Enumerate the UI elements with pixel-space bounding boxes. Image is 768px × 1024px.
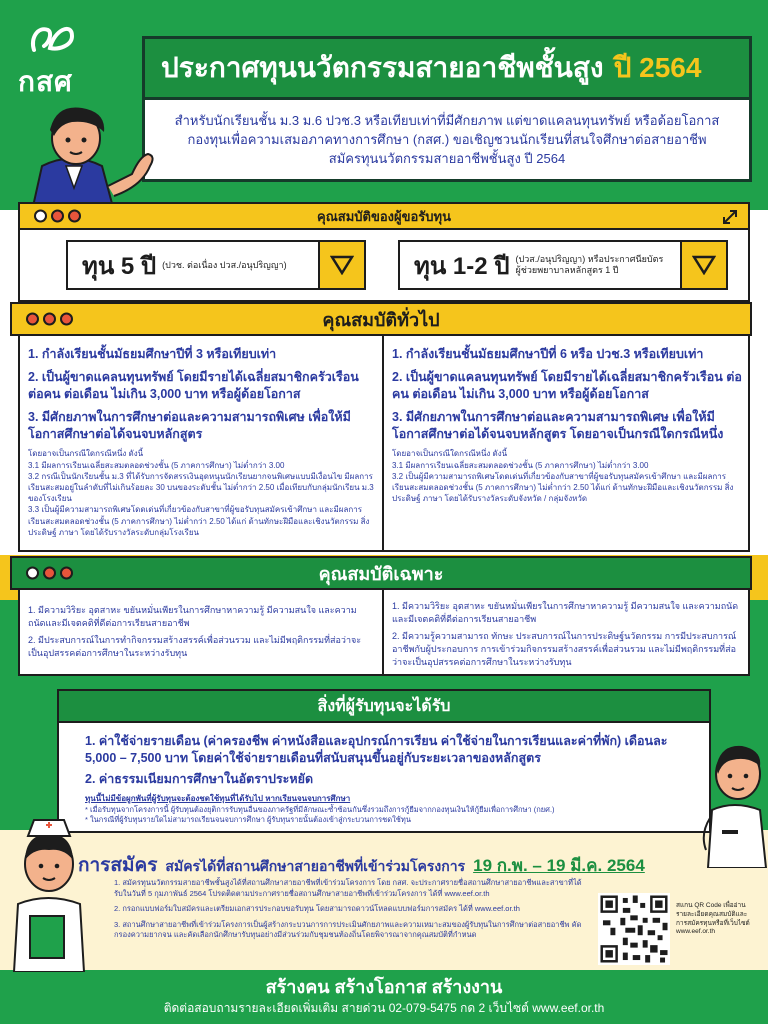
student-illustration: [22, 96, 172, 211]
general-left-sub-0: โดยอาจเป็นกรณีใดกรณีหนึ่ง ดังนี้: [28, 449, 144, 459]
apply-step-1: 1. สมัครทุนนวัตกรรมสายอาชีพชั้นสูงได้ที่สถานศึกษาสายอาชีพที่เข้าร่วมโครงการ โดย กสศ. จะประกาศรายชื่อสถานศึกษาสายอาชีพและสาขาที่ได้รับในวันที่ 5 กุมภาพันธ์ 2564 โปรดติดตามประกาศรายชื่อสถานศึกษาสายอาชีพที่เข้าร่วมโครงการ ได้ที่ www.eef.or.th: [114, 878, 582, 898]
expand-icon[interactable]: [722, 209, 738, 225]
general-left-item-2: 2. เป็นผู้ขาดแคลนทุนทรัพย์ โดยมีรายได้เฉลี่ยสมาชิกครัวเรือน ต่อคน ต่อเดือน ไม่เกิน 3,000 บาท หรือผู้ด้อยโอกาส: [28, 369, 359, 401]
benefit-note-1: * เมื่อรับทุนจากโครงการนี้ ผู้รับทุนต้องยุติการรับทุนอื่นของภาครัฐที่มีลักษณะซ้ำซ้อนกันซึ่งรวมถึงการกู้ยืมจากกองทุนเงินให้กู้ยืมเพื่อการศึกษา (กยศ.): [85, 804, 555, 814]
apply-title: การสมัคร: [78, 855, 158, 876]
specific-right-column: [392, 600, 742, 669]
general-left-item-1: 1. กำลังเรียนชั้นมัธยมศึกษาปีที่ 3 หรือเทียบเท่า: [28, 347, 277, 361]
window-dots: [26, 313, 73, 326]
benefit-item-2: 2. ค่าธรรมเนียมการศึกษาในอัตราประหยัด: [85, 771, 314, 786]
apply-heading: [78, 850, 645, 880]
intro-text: [142, 100, 752, 182]
dot-icon: [26, 313, 39, 326]
specific-left-column: [28, 604, 374, 660]
benefits-title: สิ่งที่ผู้รับทุนจะได้รับ: [57, 689, 711, 723]
dot-icon: [26, 567, 39, 580]
specific-right-item-2: 2. มีความรู้ความสามารถ ทักษะ ประสบการณ์ในการประดิษฐ์นวัตกรรม การมีประสบการณ์อาชีพกับผู้ประกอบการ การเข้าร่วมกิจกรรมสร้างสรรค์เพื่อส่วนรวม และไม่มีพฤติกรรมที่ส่อว่าจะเป็นอุปสรรคต่อการศึกษาในระหว่างรับทุน: [392, 631, 737, 668]
specific-right-item-1: 1. มีความวิริยะ อุตสาหะ ขยันหมั่นเพียรในการศึกษาหาความรู้ มีความสนใจ และความถนัด และมีเจตคติที่ดีต่อการเรียนสายอาชีพ: [392, 601, 739, 625]
tun5-dropdown-button[interactable]: [318, 242, 364, 288]
apply-sub: สมัครได้ที่สถานศึกษาสายอาชีพที่เข้าร่วมโครงการ: [165, 858, 466, 874]
general-right-item-3: 3. มีศักยภาพในการศึกษาต่อและความสามารถพิเศษ เพื่อให้มีโอกาสศึกษาต่อได้จนจบหลักสูตร โดยอาจเป็นกรณีใดกรณีหนึ่ง: [392, 409, 724, 441]
dot-icon: [51, 210, 64, 223]
specific-left-item-2: 2. มีประสบการณ์ในการทำกิจกรรมสร้างสรรค์เพื่อส่วนรวม และไม่มีพฤติกรรมที่ส่อว่าจะเป็นอุปสรรคต่อการศึกษาในระหว่างรับทุน: [28, 635, 362, 659]
general-right-sub-0: โดยอาจเป็นกรณีใดกรณีหนึ่ง ดังนี้: [392, 449, 508, 459]
logo-text: กสศ: [18, 66, 73, 97]
footer-slogan: สร้างคน สร้างโอกาส สร้างงาน: [265, 977, 503, 997]
apply-step-3: 3. สถานศึกษาสายอาชีพที่เข้าร่วมโครงการเป็นผู้สร้างกระบวนการการประเมินศักยภาพและความเหมาะสมของผู้รับทุนในการศึกษาต่อสายอาชีพ คัดกรองความยากจน และคัดเลือกนักศึกษารับทุนอย่างมีส่วนร่วมกับชุมชนท้องถิ่นโดยพิจารณาจากคุณสมบัติที่กำหนด: [114, 919, 582, 939]
general-left-sub-1: 3.1 มีผลการเรียนเฉลี่ยสะสมตลอดช่วงชั้น (5 ภาคการศึกษา) ไม่ต่ำกว่า 3.00: [28, 460, 285, 470]
specific-bar: [10, 556, 752, 590]
qr-note: สแกน QR Code เพื่ออ่านรายละเอียดคุณสมบัติและการสมัครทุนหรือที่เว็บไซต์ www.eef.or.th: [676, 902, 750, 936]
general-right-sub-2: 3.2 เป็นผู้มีความสามารถพิเศษโดดเด่นที่เกี่ยวข้องกับสาขาที่ผู้ขอรับทุนสมัครเข้าศึกษา และมีผลการเรียนสะสมตลอดช่วงชั้น (5 ภาคการศึกษา) ไม่ต่ำกว่า 2.50 ได้แก่ ด้านทักษะฝีมือและเชิงนวัตกรรม สิ่งประดิษฐ์ ภาษา โดยได้รับรางวัลระดับจังหวัด / กลุ่มจังหวัด: [392, 471, 734, 504]
general-right-item-2: 2. เป็นผู้ขาดแคลนทุนทรัพย์ โดยมีรายได้เฉลี่ยสมาชิกครัวเรือน ต่อคน ต่อเดือน ไม่เกิน 3,000 บาท หรือผู้ด้อยโอกาส: [392, 369, 742, 401]
dot-icon: [43, 313, 56, 326]
qr-code[interactable]: [598, 893, 670, 965]
title-text: ประกาศทุนนวัตกรรมสายอาชีพชั้นสูง: [161, 52, 604, 83]
dot-icon: [60, 313, 73, 326]
triangle-down-icon: [330, 255, 354, 275]
eef-logo: [18, 20, 90, 100]
tun12-desc-1: (ปวส./อนุปริญญา) หรือประกาศนียบัตร: [515, 254, 664, 265]
specific-left-item-1: 1. มีความวิริยะ อุตสาหะ ขยันหมั่นเพียรในการศึกษาหาความรู้ มีความสนใจ และความถนัดและมีเจตคติที่ดีต่อการเรียนสายอาชีพ: [28, 605, 357, 629]
tun12-label: ทุน 1-2 ปี: [414, 252, 510, 280]
benefit-note-2: * ในกรณีที่ผู้รับทุนรายใดไม่สามารถเรียนจนจบการศึกษา ผู้รับทุนรายนั้นต้องเข้าสู่กระบวนการชดใช้ทุน: [85, 814, 411, 824]
tun12-desc-2: ผู้ช่วยพยาบาลหลักสูตร 1 ปี: [515, 265, 619, 275]
intro-line-1: สำหรับนักเรียนชั้น ม.3 ม.6 ปวช.3 หรือเทียบเท่าที่มีศักยภาพ แต่ขาดแคลนทุนทรัพย์ หรือด้อยโอกาส: [174, 113, 720, 128]
tun5-selector[interactable]: [66, 240, 366, 290]
window-dots: [34, 210, 81, 223]
dot-icon: [34, 210, 47, 223]
general-bar-label: คุณสมบัติทั่วไป: [322, 309, 440, 330]
general-right-column: [392, 346, 742, 504]
general-left-sub-2: 3.2 กรณีเป็นนักเรียนชั้น ม.3 ที่ได้รับการจัดสรรเงินอุดหนุนนักเรียนยากจนพิเศษแบบมีเงื่อนไข มีผลการเรียนสะสมอยู่ในลำดับที่ไม่เกินร้อยละ 30 บนของระดับชั้น ไม่ต่ำกว่า 2.50 เมื่อเทียบกับกลุ่มนักเรียน ม.3 ของโรงเรียน: [28, 471, 374, 504]
dot-icon: [60, 567, 73, 580]
footer-contact: ติดต่อสอบถามรายละเอียดเพิ่มเติม สายด่วน 02-079-5475 กด 2 เว็บไซต์ www.eef.or.th: [163, 1001, 605, 1015]
logo-mark-icon: [28, 20, 76, 56]
specific-bar-label: คุณสมบัติเฉพาะ: [318, 563, 444, 584]
general-right-sub-1: 3.1 มีผลการเรียนเฉลี่ยสะสมตลอดช่วงชั้น (5 ภาคการศึกษา) ไม่ต่ำกว่า 3.00: [392, 460, 649, 470]
nurse-illustration: [4, 812, 94, 972]
qualifications-bar-label: คุณสมบัติของผู้ขอรับทุน: [317, 208, 451, 224]
dot-icon: [43, 567, 56, 580]
title-year: ปี 2564: [613, 52, 702, 83]
general-left-column: [28, 346, 374, 538]
tun5-label: ทุน 5 ปี: [82, 252, 157, 280]
apply-date: 19 ก.พ. – 19 มี.ค. 2564: [473, 856, 645, 875]
tun12-desc: [515, 254, 663, 276]
general-right-item-1: 1. กำลังเรียนชั้นมัธยมศึกษาปีที่ 6 หรือ ปวช.3 หรือเทียบเท่า: [392, 347, 704, 361]
dot-icon: [68, 210, 81, 223]
tun12-dropdown-button[interactable]: [680, 242, 726, 288]
benefits-panel: [57, 723, 711, 833]
benefit-note-head: ทุนนี้ไม่มีข้อผูกพันที่ผู้รับทุนจะต้องชดใช้ทุนที่ได้รับไป หากเรียนจนจบการศึกษา: [85, 793, 351, 803]
general-left-sub-3: 3.3 เป็นผู้มีความสามารถพิเศษโดดเด่นที่เกี่ยวข้องกับสาขาที่ผู้ขอรับทุนสมัครเข้าศึกษา และมีผลการเรียนสะสมตลอดช่วงชั้น (5 ภาคการศึกษา) ไม่ต่ำกว่า 2.50 ได้แก่ ด้านทักษะฝีมือและเชิงนวัตกรรม สิ่งประดิษฐ์ ภาษา โดยได้รับรางวัลระดับกลุ่มโรงเรียน: [28, 505, 370, 537]
tun5-desc: (ปวช. ต่อเนื่อง ปวส./อนุปริญญา): [162, 259, 287, 270]
column-divider: [382, 336, 384, 552]
intro-line-3: สมัครทุนนวัตกรรมสายอาชีพชั้นสูง ปี 2564: [328, 150, 566, 166]
general-left-item-3: 3. มีศักยภาพในการศึกษาต่อและความสามารถพิเศษ เพื่อให้มีโอกาสศึกษาต่อได้จนจบหลักสูตร: [28, 409, 351, 441]
qualifications-bar: [18, 202, 750, 230]
man-illustration: [700, 738, 768, 868]
benefit-item-1: 1. ค่าใช้จ่ายรายเดือน (ค่าครองชีพ ค่าหนังสือและอุปกรณ์การเรียน ค่าใช้จ่ายในการเรียนและค่าที่พัก) เดือนละ 5,000 – 7,500 บาท โดยค่าใช้จ่ายรายเดือนที่สนับสนุนขึ้นอยู่กับระยะเวลาของหลักสูตร: [85, 734, 668, 765]
triangle-down-icon: [692, 255, 716, 275]
intro-line-2: กองทุนเพื่อความเสมอภาคทางการศึกษา (กสศ.) ขอเชิญชวนนักเรียนที่สนใจศึกษาต่อสายอาชีพ: [187, 131, 707, 147]
general-bar: [10, 302, 752, 336]
column-divider: [382, 590, 384, 676]
apply-steps: [100, 878, 590, 946]
page-title: [142, 36, 752, 100]
apply-step-2: 2. กรอกแบบฟอร์มใบสมัครและเตรียมเอกสารประกอบขอรับทุน โดยสามารถดาวน์โหลดแบบฟอร์มการสมัคร ได้ที่ www.eef.or.th: [114, 904, 520, 913]
window-dots: [26, 567, 73, 580]
tun12-selector[interactable]: [398, 240, 728, 290]
